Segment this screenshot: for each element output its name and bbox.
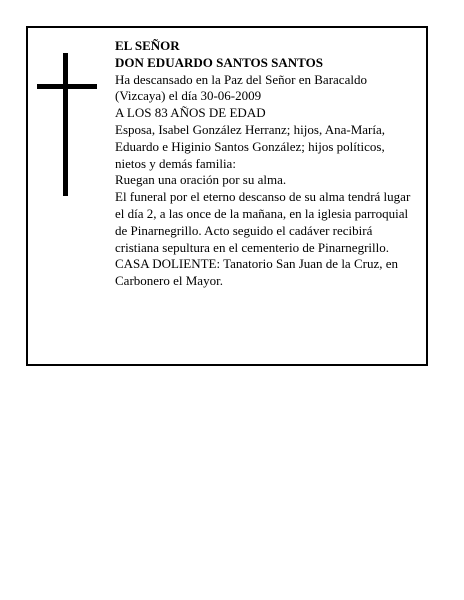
cross-icon	[63, 53, 68, 196]
prayer-request: Ruegan una oración por su alma.	[115, 172, 287, 188]
mourning-house: CASA DOLIENTE: Tanatorio San Juan de la Cruz, en Carbonero el Mayor.	[115, 256, 398, 289]
cross-icon-crossbar	[37, 84, 97, 89]
deceased-name: DON EDUARDO SANTOS SANTOS	[115, 54, 323, 70]
funeral-details: El funeral por el eterno descanso de su alma tendrá lugar el día 2, a las once de la mañana, en la iglesia parroquial de Pinarnegrillo. Acto seguido el cadáver recibirá cristiana sepultura en el cementerio de Pinarnegrillo.	[115, 189, 411, 255]
rested-statement: Ha descansado en la Paz del Señor en Baracaldo (Vizcaya) el día 30-06-2009	[115, 71, 367, 104]
deceased-title: EL SEÑOR	[115, 38, 180, 53]
age-statement: A LOS 83 AÑOS DE EDAD	[115, 105, 266, 121]
family-list: Esposa, Isabel González Herranz; hijos, Ana-María, Eduardo e Higinio Santos González; hijos políticos, nietos y demás familia:	[115, 121, 386, 171]
obituary-text	[115, 38, 413, 290]
